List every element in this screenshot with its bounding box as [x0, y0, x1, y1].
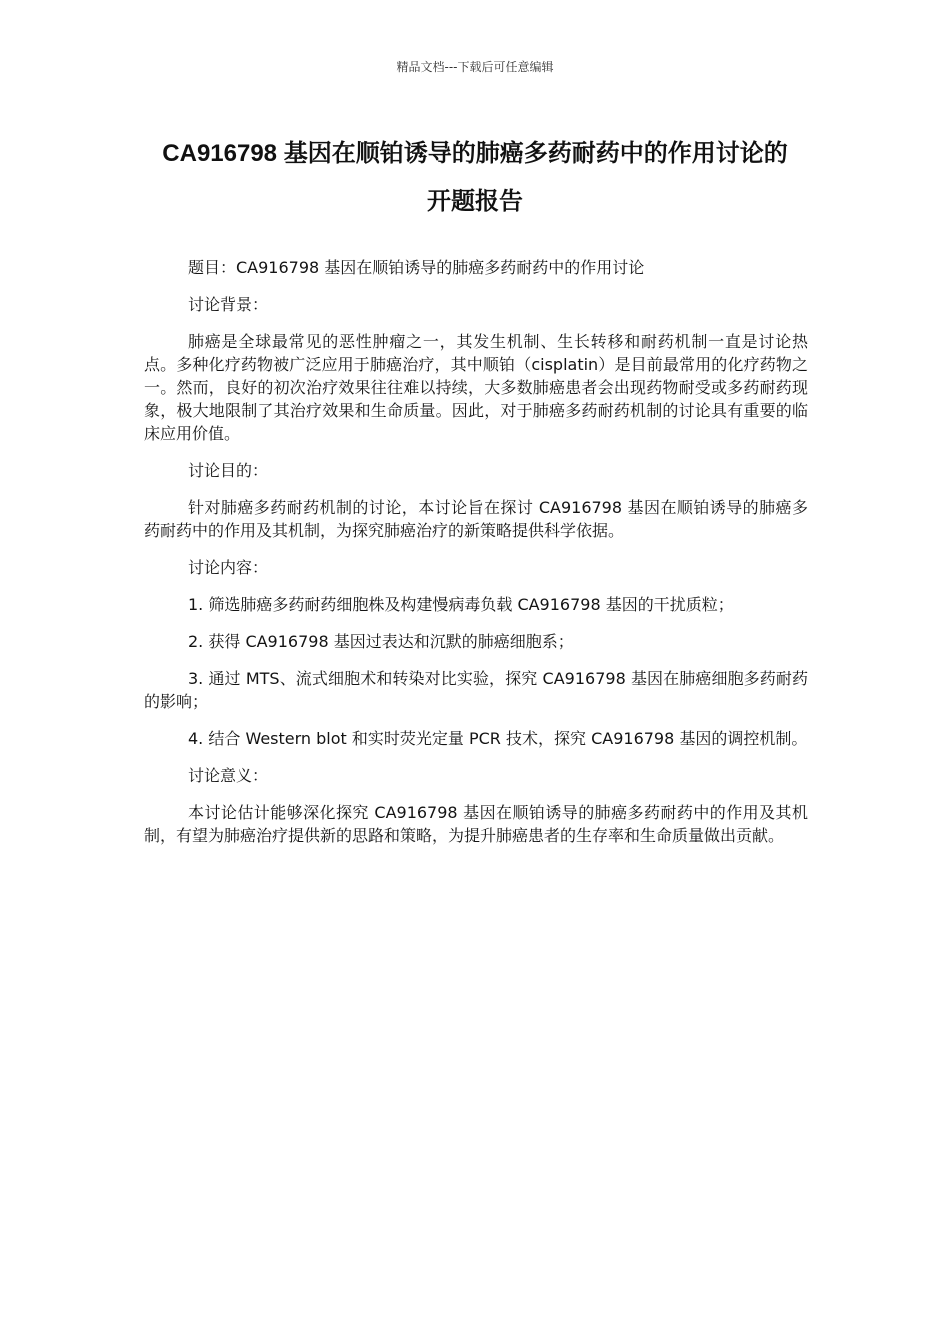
section-heading-content: 讨论内容：: [188, 558, 269, 577]
content-item-4: 4. 结合 Western blot 和实时荧光定量 PCR 技术，探究 CA916798 基因的调控机制。: [188, 729, 808, 748]
document-title: [140, 130, 810, 226]
title-line-1: CA916798 基因在顺铂诱导的肺癌多药耐药中的作用讨论的: [162, 140, 788, 167]
document-body: [144, 256, 808, 861]
content-item-1: 1. 筛选肺癌多药耐药细胞株及构建慢病毒负载 CA916798 基因的干扰质粒；: [188, 595, 734, 614]
background-paragraph: 肺癌是全球最常见的恶性肿瘤之一，其发生机制、生长转移和耐药机制一直是讨论热点。多种化疗药物被广泛应用于肺癌治疗，其中顺铂（cisplatin）是目前最常用的化疗药物之一。然而，良好的初次治疗效果往往难以持续，大多数肺癌患者会出现药物耐受或多药耐药现象，极大地限制了其治疗效果和生命质量。因此，对于肺癌多药耐药机制的讨论具有重要的临床应用价值。: [144, 332, 808, 443]
section-heading-purpose: 讨论目的：: [188, 461, 269, 480]
content-item-2: 2. 获得 CA916798 基因过表达和沉默的肺癌细胞系；: [188, 632, 574, 651]
content-item-3: 3. 通过 MTS、流式细胞术和转染对比实验，探究 CA916798 基因在肺癌细胞多药耐药的影响；: [144, 669, 808, 711]
purpose-paragraph: 针对肺癌多药耐药机制的讨论，本讨论旨在探讨 CA916798 基因在顺铂诱导的肺癌多药耐药中的作用及其机制，为探究肺癌治疗的新策略提供科学依据。: [144, 498, 808, 540]
section-heading-significance: 讨论意义：: [188, 766, 269, 785]
title-line-2: 开题报告: [427, 188, 523, 215]
topic-line: 题目：CA916798 基因在顺铂诱导的肺癌多药耐药中的作用讨论: [188, 258, 645, 277]
significance-paragraph: 本讨论估计能够深化探究 CA916798 基因在顺铂诱导的肺癌多药耐药中的作用及其机制，有望为肺癌治疗提供新的思路和策略，为提升肺癌患者的生存率和生命质量做出贡献。: [144, 803, 808, 845]
header-note: 精品文档---下载后可任意编辑: [396, 60, 554, 74]
section-heading-background: 讨论背景：: [188, 295, 269, 314]
